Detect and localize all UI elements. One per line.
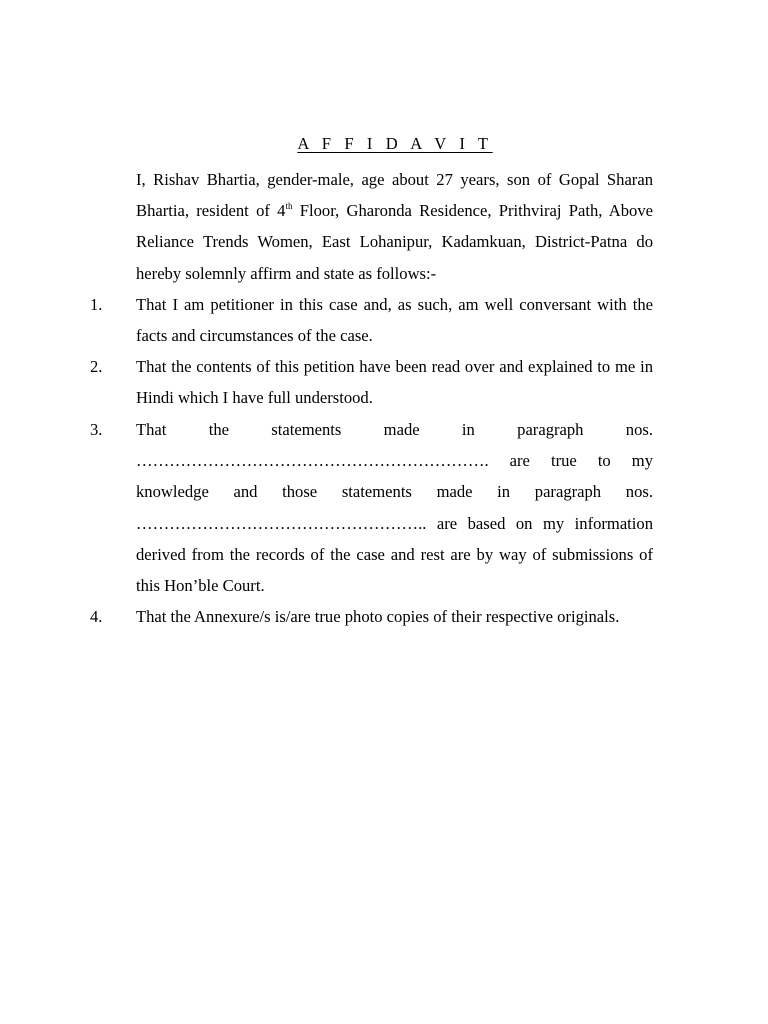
- intro-text-part2: Floor, Gharonda Residence, Prithviraj Path, Above Reliance Trends Women, East Lohanipur, Kadamkuan, District-Patna do hereby solemnly affirm and state as follows:-: [136, 201, 653, 283]
- item-text: That I am petitioner in this case and, as such, am well conversant with the facts and circumstances of the case.: [136, 295, 653, 346]
- item-number: 1.: [90, 295, 103, 314]
- item-number: 2.: [90, 357, 103, 376]
- item-text: That the contents of this petition have been read over and explained to me in Hindi which I have full understood.: [136, 357, 653, 408]
- document-title: A F F I D A V I T: [297, 134, 493, 153]
- item-line: …………………………………………….. are based on my information derived from the records of the case and rest are by way of submissions of this Hon’ble Court.: [136, 513, 653, 596]
- item-line: ………………………………………………………. are true to my: [136, 451, 653, 471]
- item-line: That the statements made in paragraph nos.: [136, 420, 653, 439]
- item-text: That the Annexure/s is/are true photo copies of their respective originals.: [136, 607, 620, 626]
- item-number: 4.: [90, 607, 103, 626]
- item-text: [136, 414, 653, 601]
- item-number: 3.: [90, 420, 103, 439]
- intro-text-part1: I, Rishav Bhartia, gender-male, age about 27 years, son of Gopal Sharan Bhartia, resident of 4: [136, 170, 653, 221]
- intro-superscript: th: [285, 201, 293, 212]
- item-line: knowledge and those statements made in paragraph nos.: [136, 482, 653, 502]
- intro-paragraph: [136, 164, 653, 289]
